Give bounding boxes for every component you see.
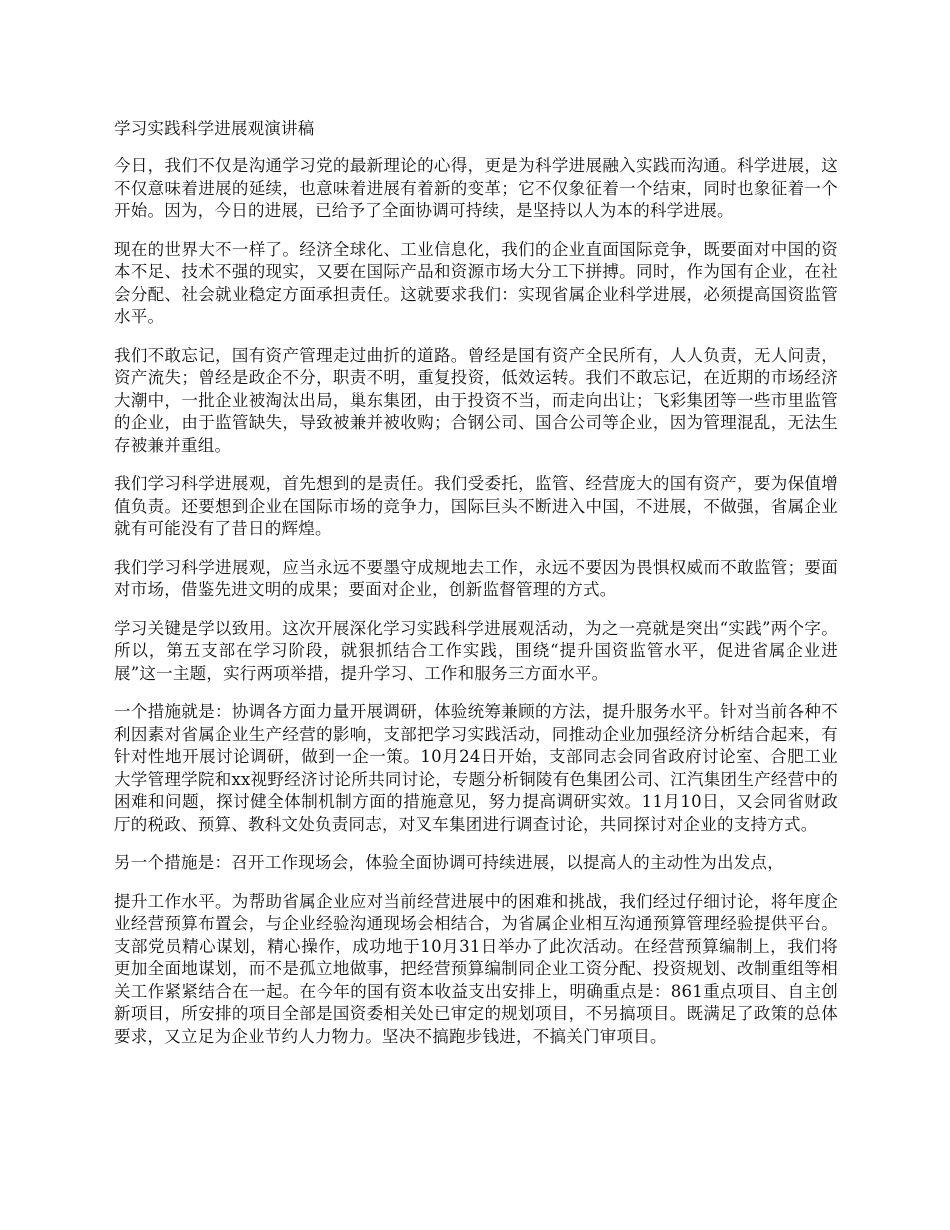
paragraph: 提升工作水平。为帮助省属企业应对当前经营进展中的困难和挑战，我们经过仔细讨论，将年度企业经营预算布置会，与企业经验沟通现场会相结合，为省属企业相互沟通预算管理经验提供平台。支部党员精心谋划，精心操作，成功地于10月31日举办了此次活动。在经营预算编制上，我们将更加全面地谋划，而不是孤立地做事，把经营预算编制同企业工资分配、投资规划、改制重组等相关工作紧紧结合在一起。在今年的国有资本收益支出安排上，明确重点是：861重点项目、自主创新项目，所安排的项目全部是国资委相关处已审定的规划项目，不另搞项目。既满足了政策的总体要求，又立足为企业节约人力物力。坚决不搞跑步钱进，不搞关门审项目。: [114, 891, 838, 1046]
paragraph: 现在的世界大不一样了。经济全球化、工业信息化，我们的企业直面国际竞争，既要面对中国的资本不足、技术不强的现实，又要在国际产品和资源市场大分工下拼搏。同时，作为国有企业，在社会分配、社会就业稳定方面承担责任。这就要求我们：实现省属企业科学进展，必须提高国资监管水平。: [114, 239, 838, 326]
paragraph: 我们学习科学进展观，首先想到的是责任。我们受委托，监管、经营庞大的国有资产，要为保值增值负责。还要想到企业在国际市场的竞争力，国际巨头不断进入中国，不进展，不做强，省属企业就有可能没有了昔日的辉煌。: [114, 474, 838, 538]
paragraph: 今日，我们不仅是沟通学习党的最新理论的心得，更是为科学进展融入实践而沟通。科学进展，这不仅意味着进展的延续，也意味着进展有着新的变革；它不仅象征着一个结束，同时也象征着一个开始。因为，今日的进展，已给予了全面协调可持续，是坚持以人为本的科学进展。: [114, 156, 838, 220]
paragraph: 一个措施就是：协调各方面力量开展调研，体验统筹兼顾的方法，提升服务水平。针对当前各种不利因素对省属企业生产经营的影响，支部把学习实践活动，同推动企业加强经济分析结合起来，有针对性地开展讨论调研，做到一企一策。10月24日开始，支部同志会同省政府讨论室、合肥工业大学管理学院和xx视野经济讨论所共同讨论，专题分析铜陵有色集团公司、江汽集团生产经营中的困难和问题，探讨健全体制机制方面的措施意见，努力提高调研实效。11月10日，又会同省财政厅的税政、预算、教科文处负责同志，对叉车集团进行调查讨论，共同探讨对企业的支持方式。: [114, 702, 838, 834]
paragraph: 我们不敢忘记，国有资产管理走过曲折的道路。曾经是国有资产全民所有，人人负责，无人问责，资产流失；曾经是政企不分，职责不明，重复投资，低效运转。我们不敢忘记，在近期的市场经济大潮中，一批企业被淘汰出局，巢东集团，由于投资不当，而走向出让；飞彩集团等一些市里监管的企业，由于监管缺失，导致被兼并被收购；合钢公司、国合公司等企业，因为管理混乱，无法生存被兼并重组。: [114, 345, 838, 455]
paragraph: 我们学习科学进展观，应当永远不要墨守成规地去工作，永远不要因为畏惧权威而不敢监管；要面对市场，借鉴先进文明的成果；要面对企业，创新监督管理的方式。: [114, 557, 838, 599]
document-title: 学习实践科学进展观演讲稿: [114, 119, 315, 138]
paragraph: 另一个措施是：召开工作现场会，体验全面协调可持续进展，以提高人的主动性为出发点，: [114, 853, 784, 872]
paragraph: 学习关键是学以致用。这次开展深化学习实践科学进展观活动，为之一亮就是突出“实践”两个字。所以，第五支部在学习阶段，就狠抓结合工作实践，围绕“提升国资监管水平，促进省属企业进展”这一主题，实行两项举措，提升学习、工作和服务三方面水平。: [114, 618, 838, 683]
document-page: [114, 118, 838, 1064]
